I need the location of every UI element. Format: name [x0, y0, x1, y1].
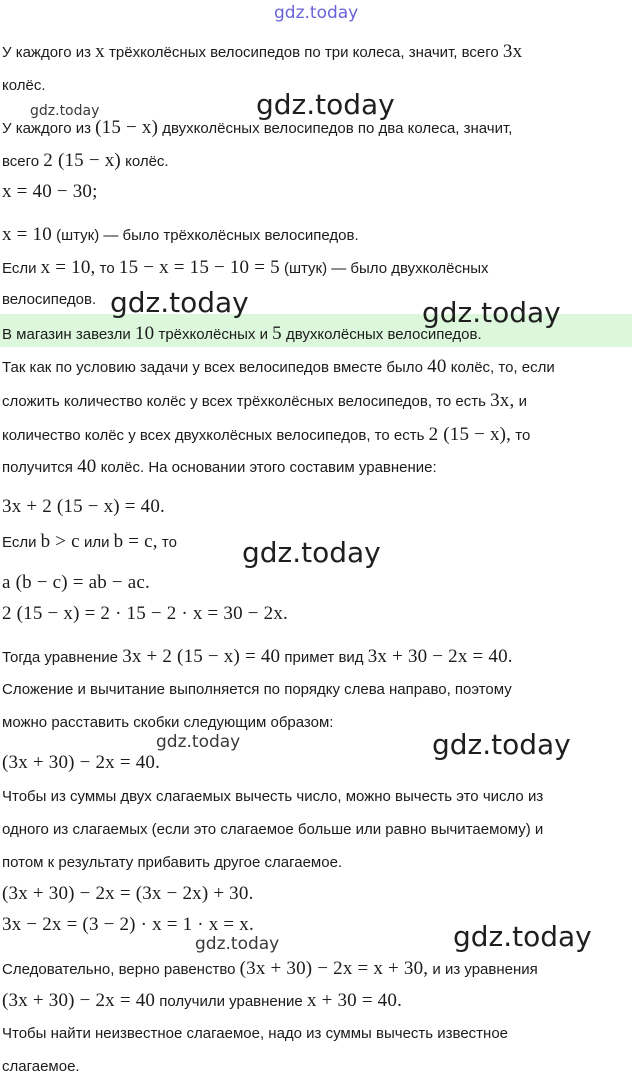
watermark: gdz.today	[422, 296, 561, 329]
text-line: сложить количество колёс у всех трёхколёсных велосипедов, то есть 3x, и	[2, 390, 527, 411]
text-line: получится 40 колёс. На основании этого составим уравнение:	[2, 456, 437, 477]
watermark: gdz.today	[110, 286, 249, 319]
math-line: x = 40 − 30;	[2, 181, 98, 202]
watermark: gdz.today	[195, 934, 280, 954]
math-line: (3x + 30) − 2x = (3x − 2x) + 30.	[2, 883, 254, 904]
text-line: велосипедов.	[2, 291, 97, 308]
text-line: Чтобы найти неизвестное слагаемое, надо из суммы вычесть известное	[2, 1025, 509, 1042]
text-line: всего 2 (15 − x) колёс.	[2, 150, 169, 171]
text-line: Сложение и вычитание выполняется по порядку слева направо, поэтому	[2, 681, 512, 698]
text-line: У каждого из (15 − x) двухколёсных велосипедов по два колеса, значит,	[2, 117, 513, 138]
answer-line: В магазин завезли 10 трёхколёсных и 5 двухколёсных велосипедов.	[2, 323, 482, 344]
text-line: можно расставить скобки следующим образом:	[2, 714, 334, 731]
text-line: Тогда уравнение 3x + 2 (15 − x) = 40 примет вид 3x + 30 − 2x = 40.	[2, 646, 513, 667]
math-line: a (b − c) = ab − ac.	[2, 572, 150, 593]
text-line: (3x + 30) − 2x = 40 получили уравнение x + 30 = 40.	[2, 990, 403, 1011]
watermark-top[interactable]: gdz.today	[274, 3, 359, 23]
watermark: gdz.today	[242, 536, 381, 569]
text-line: Если x = 10, то 15 − x = 15 − 10 = 5 (штук) — было двухколёсных	[2, 257, 489, 278]
text-line: колёс.	[2, 77, 46, 94]
math-line: 2 (15 − x) = 2 · 15 − 2 · x = 30 − 2x.	[2, 603, 288, 624]
text-line: Если b > c или b = c, то	[2, 531, 177, 552]
text-line: У каждого из x трёхколёсных велосипедов по три колеса, значит, всего 3x	[2, 41, 523, 62]
text-line: Следовательно, верно равенство (3x + 30) − 2x = x + 30, и из уравнения	[2, 958, 538, 979]
math-line: (3x + 30) − 2x = 40.	[2, 752, 161, 773]
text-line: слагаемое.	[2, 1058, 80, 1075]
text-line: потом к результату прибавить другое слагаемое.	[2, 854, 343, 871]
text-line: Так как по условию задачи у всех велосипедов вместе было 40 колёс, то, если	[2, 356, 555, 377]
watermark: gdz.today	[432, 728, 571, 761]
watermark: gdz.today	[156, 732, 241, 752]
math-line: 3x − 2x = (3 − 2) · x = 1 · x = x.	[2, 914, 254, 935]
text-line: количество колёс у всех двухколёсных велосипедов, то есть 2 (15 − x), то	[2, 424, 531, 445]
text-line: одного из слагаемых (если это слагаемое больше или равно вычитаемому) и	[2, 821, 544, 838]
text-line: Чтобы из суммы двух слагаемых вычесть число, можно вычесть это число из	[2, 788, 544, 805]
watermark: gdz.today	[453, 920, 592, 953]
text-line: x = 10 (штук) — было трёхколёсных велосипедов.	[2, 224, 359, 245]
watermark: gdz.today	[30, 103, 100, 119]
watermark: gdz.today	[256, 88, 395, 121]
math-line: 3x + 2 (15 − x) = 40.	[2, 496, 166, 517]
